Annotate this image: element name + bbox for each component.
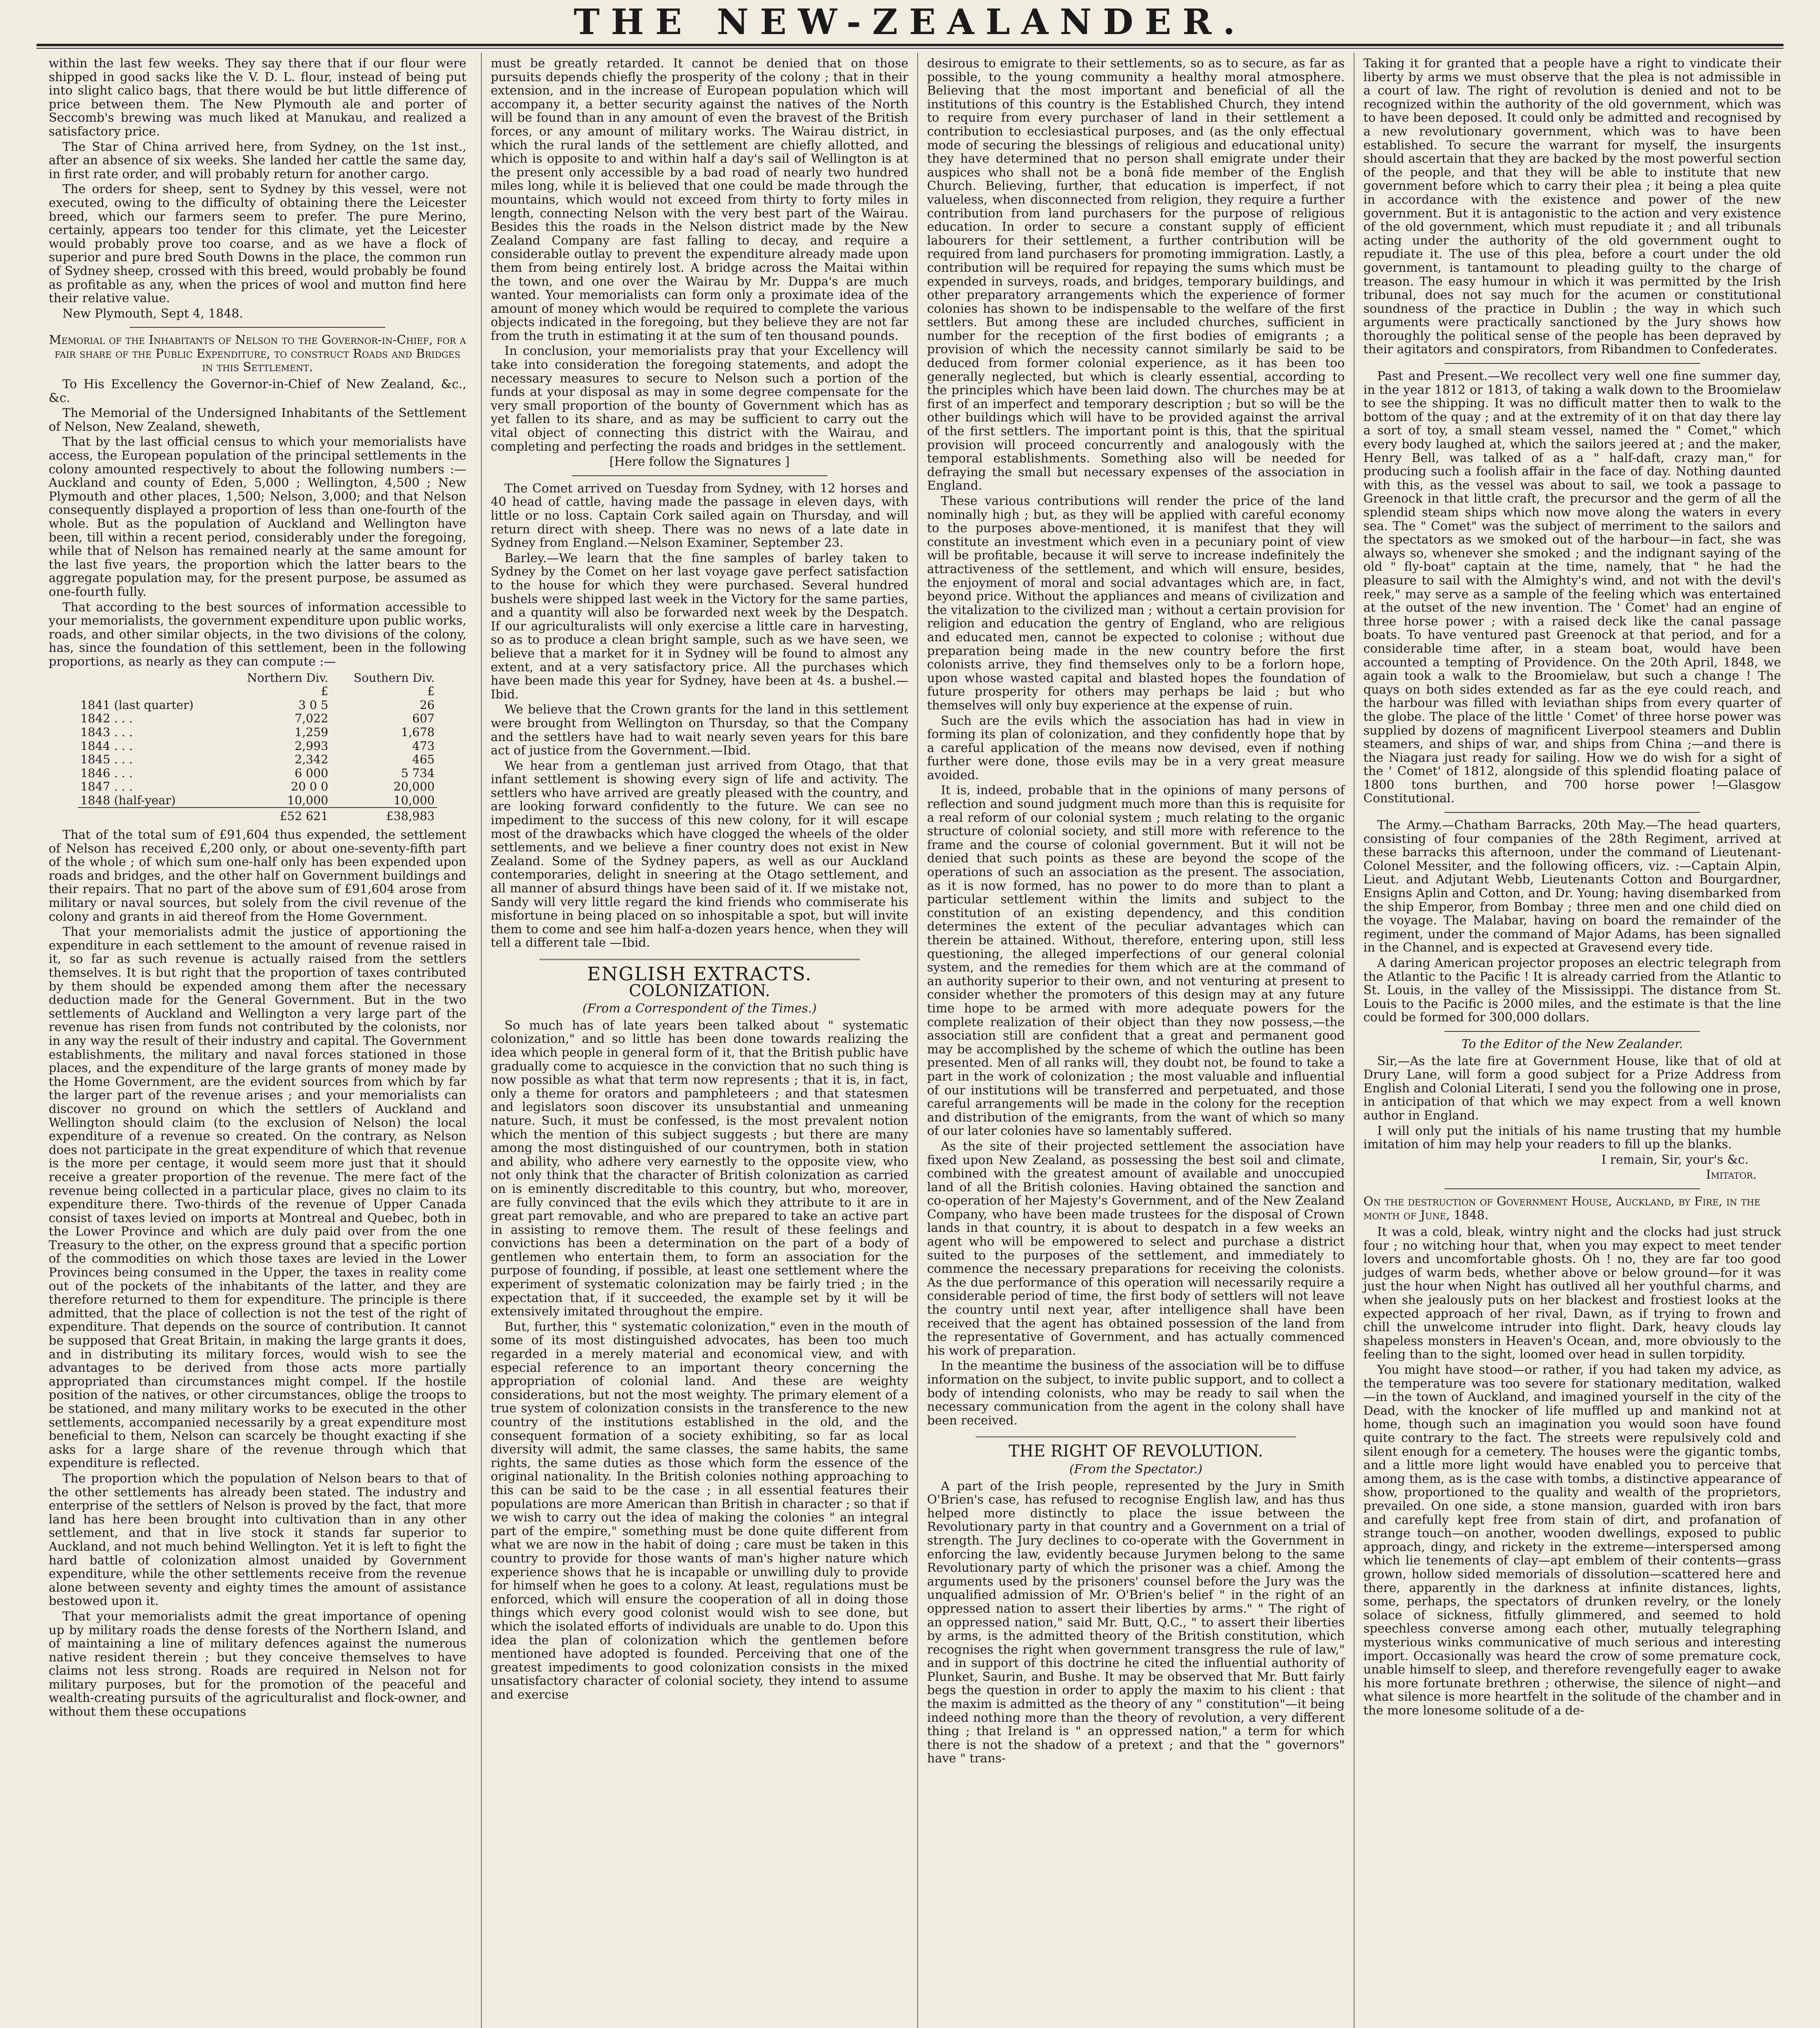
table-cell: 2,993 bbox=[294, 739, 328, 753]
table-cell: 465 bbox=[412, 752, 435, 767]
column-1 bbox=[49, 57, 466, 1721]
memorial-heading: Memorial of the Inhabitants of Nelson to the Governor-in-Chief, for a fair share of the Public Expenditure, to construct Roads and Bridges in this Settlement. bbox=[49, 333, 466, 375]
column-divider bbox=[481, 53, 482, 2028]
paragraph: The orders for sheep, sent to Sydney by this vessel, were not executed, owing to the difficulty of obtaining there the Leicester breed, which our farmers seem to prefer. The pure Merino, certainly, appears too tender for this climate, yet the Leicester would probably prove too coarse, and as we have a flock of superior and pure bred South Downs in the place, the common run of Sydney sheep, crossed with this breed, would probably be found as profitable as any, when the prices of wool and mutton find here their relative value. bbox=[49, 182, 466, 306]
paragraph: The Star of China arrived here, from Sydney, on the 1st inst., after an absence of six weeks. She landed her cattle the same day, in first rate order, and will probably return for another cargo. bbox=[49, 140, 466, 181]
paragraph: We believe that the Crown grants for the land in this settlement were brought from Wellington on Thursday, so that the Company and the settlers have had to wait nearly seven years for this bare act of justice from the Government.—Ibid. bbox=[491, 702, 908, 758]
paragraph: I will only put the initials of his name trusting that my humble imitation of him may help your readers to fill up the blanks. bbox=[1363, 1124, 1781, 1152]
table-cell: 1843 . . . bbox=[80, 725, 133, 739]
memorial-intro: The Memorial of the Undersigned Inhabitants of the Settlement of Nelson, New Zealand, sheweth, bbox=[49, 406, 466, 434]
table-row bbox=[78, 726, 437, 739]
paragraph: That your memorialists admit the justice of apportioning the expenditure in each settlement to the amount of revenue raised in it, so far as such revenue is actually raised from the settlers themselves. It is but right that the proportion of taxes contributed by them should be expended among them after the necessary deduction made for the General Government. But in the two settlements of Auckland and Wellington a very large part of the revenue has risen from funds not contributed by the colonists, nor in any way the result of their industry and capital. The Government establishments, the military and naval forces stationed in those places, and the expenditure of the large grants of money made by the Home Government, are the evident sources from which by far the larger part of the revenue arises ; and your memorialists can discover no ground on which the settlers of Auckland and Wellington should claim (to the exclusion of Nelson) the local expenditure of a revenue so created. On the contrary, as Nelson does not participate in the great expenditure of which that revenue is the more per centage, it would seem more just that it should receive a greater proportion of the revenue. The mere fact of the revenue being collected in a particular place, gives no claim to its expenditure there. Two-thirds of the revenue of Upper Canada consist of taxes levied on imports at Montreal and Quebec, both in the Lower Province and which are duly paid over from the one Treasury to the other, on the express ground that a specific portion of the commodities on which those taxes are levied in the Lower Provinces being consumed in the Upper, the taxes in reality come out of the pockets of the inhabitants of the latter, and they are therefore returned to them for expenditure. The principle is there admitted, that the place of collection is not the test of the right of expenditure. That depends on the source of contribution. It cannot be supposed that Great Britain, in making the large grants it does, and in distributing its military forces, would wish to see the advantages to be derived from those acts more partially appropriated than circumstances might compel. If the hostile position of the natives, or other circumstances, oblige the troops to be stationed, and many military works to be executed in the other settlements, accompanied necessarily by a great expenditure most beneficial to them, Nelson can scarcely be thought exacting if she asks for a large share of the revenue through which that expenditure is reflected. bbox=[49, 925, 466, 1471]
table-cell: 473 bbox=[412, 739, 435, 753]
paragraph: So much has of late years been talked about " systematic colonization," and so little has been done towards realizing the idea which people in general form of it, that the British public have gradually come to acquiesce in the conviction that no such thing is now possible as what that term now represents ; that it is, in fact, only a theme for orators and pamphleteers ; and that statesmen and legislators soon discover its unsubstantial and unmeaning nature. Such, it must be confessed, is the most prevalent notion which the mention of this subject suggests ; but there are many among the most distinguished of our countrymen, both in station and ability, who adhere very earnestly to the opposite view, who not only think that the character of British colonization as carried on is eminently discreditable to this country, but who, moreover, are fully convinced that the evils which they attribute to it are in great part removable, and who are prepared to take an active part in assisting to remove them. The result of these feelings and convictions has been a determination on the part of a body of gentlemen who entertain them, to form an association for the purpose of founding, if possible, at least one settlement where the experiment of systematic colonization may be fairly tried ; in the expectation that, if it succeeded, the example set by it will be extensively imitated throughout the empire. bbox=[491, 1018, 908, 1319]
paragraph: In conclusion, your memorialists pray that your Excellency will take into consideration the foregoing statements, and adopt the necessary measures to secure to Nelson such a portion of the funds at your disposal as may in some degree compensate for the very small proportion of the bounty of Government which has as yet fallen to its share, and as may be sufficient to carry out the vital object of connecting this district with the Wairau, and completing and perfecting the roads and bridges in the settlement. bbox=[491, 344, 908, 454]
table-cell: 1846 . . . bbox=[80, 766, 133, 780]
table-cell: 5 734 bbox=[401, 766, 435, 780]
column-3 bbox=[927, 57, 1345, 1767]
masthead-rule bbox=[36, 44, 1784, 46]
masthead-rule-thin bbox=[36, 48, 1784, 49]
paragraph: That your memorialists admit the great importance of opening up by military roads the dense forests of the Northern Island, and of maintaining a line of military defences against the numerous native resident therein ; but they conceive themselves to have claims not less strong. Roads are required in Nelson not for military purposes, but for the promotion of the peaceful and wealth-creating pursuits of the agriculturalist and flock-owner, and without them these occupations bbox=[49, 1609, 466, 1719]
letter-signature: Imitator. bbox=[1706, 1168, 1757, 1182]
table-row bbox=[78, 767, 437, 780]
article-title: COLONIZATION. bbox=[629, 981, 770, 1000]
expenditure-table bbox=[78, 671, 437, 824]
table-cell: 7,022 bbox=[294, 711, 328, 726]
section-rule bbox=[1444, 1031, 1700, 1032]
paragraph: The Army.—Chatham Barracks, 20th May.—The head quarters, consisting of four companies of the 28th Regiment, arrived at these barracks this afternoon, under the command of Lieutenant-Colonel Messiter, and the following officers, viz. :—Captain Alpin, Lieut. and Adjutant Webb, Lieutenants Cotton and Bourgardner, Ensigns Aplin and Cotton, and Dr. Young; having disembarked from the ship Emperor, from Bombay ; three men and one child died on the voyage. The Malabar, having on board the remainder of the regiment, under the command of Major Adams, has been signalled in the Channel, and is expected at Gravesend every tide. bbox=[1363, 818, 1781, 955]
paragraph: A part of the Irish people, represented by the Jury in Smith O'Brien's case, has refused to recognise English law, and has thus helped more distinctly to place the issue between the Revolutionary party in that country and a Government on a trial of strength. The Jury declines to co-operate with the Government in enforcing the law, evidently because Jurymen belong to the same Revolutionary party of which the prisoner was a chief. Among the arguments used by the prisoners' counsel before the Jury was the unqualified admission of Mr. O'Brien's belief " in the right of an oppressed nation to assert their liberties by arms." " The right of an oppressed nation," said Mr. Butt, Q.C., " to assert their liberties by arms, is the admitted theory of the British constitution, which recognises the right when government transgress the rule of law," and in support of this doctrine he cited the influential authority of Plunket, Saurin, and Bushe. It may be observed that Mr. Butt fairly begs the question in order to apply the maxim to his client : that the maxim is admitted as the theory of any " constitution"—it being indeed nothing more than the theory of revolution, a very different thing ; that Ireland is " an oppressed nation," a term for which there is not the shadow of a pretext ; and that the " governors" have " trans- bbox=[927, 1479, 1345, 1766]
paragraph: The Comet arrived on Tuesday from Sydney, with 12 horses and 40 head of cattle, having made the passage in eleven days, with little or no loss. Captain Cork sailed again on Thursday, and will return direct with sheep. There was no news of a late date in Sydney from England.—Nelson Examiner, September 23. bbox=[491, 481, 908, 550]
article-title: THE RIGHT OF REVOLUTION. bbox=[1009, 1442, 1263, 1461]
paragraph: In the meantime the business of the association will be to diffuse information on the subject, to invite public support, and to collect a body of intending colonists, who may be ready to sail when the necessary communication from the agent in the colony shall have been received. bbox=[927, 1359, 1345, 1428]
letter-closing: I remain, Sir, your's &c. bbox=[1601, 1152, 1749, 1167]
table-row bbox=[78, 712, 437, 726]
paragraph: Barley.—We learn that the fine samples of barley taken to Sydney by the Comet on her last voyage gave perfect satisfaction to the house for which they were purchased. Several hundred bushels were shipped last week in the Victory for the same parties, and a quantity will also be forwarded next week by the Despatch. If our agriculturalists will only exercise a little care in harvesting, so as to produce a clean bright sample, such as we have seen, we believe that a market for it in Sydney will be found to almost any extent, and at a very satisfactory price. All the purchases which have been made this year for Sydney, have been at 4s. a bushel.—Ibid. bbox=[491, 551, 908, 702]
piece-heading: On the destruction of Government House, Auckland, by Fire, in the month of June, 1848. bbox=[1363, 1194, 1760, 1222]
paragraph: It was a cold, bleak, wintry night and the clocks had just struck four ; no witching hour that, when you may expect to meet tender lovers and uncomfortable ghosts. Oh ! no, they are far too good judges of warm beds, whether above or below ground—for it was just the hour when Night has outlived all her youthful charms, and when she jealously puts on her blackest and frostiest looks at the expected approach of her rival, Dawn, as if trying to frown and chill the unwelcome intruder into flight. Dark, heavy clouds lay shapeless monsters in Heaven's Ocean, and, more obviously to the feeling than to the sight, loomed over head in sullen torpidity. bbox=[1363, 1225, 1781, 1362]
paragraph: A daring American projector proposes an electric telegraph from the Atlantic to the Pacific ! It is already carried from the Atlantic to St. Louis, in the valley of the Mississippi. The distance from St. Louis to the Pacific is 2000 miles, and the estimate is that the line could be formed for 300,000 dollars. bbox=[1363, 956, 1781, 1025]
table-row bbox=[78, 739, 437, 753]
paragraph: As the site of their projected settlement the association have fixed upon New Zealand, as possessing the best soil and climate, combined with the greatest amount of available and unoccupied land of all the British colonies. Having obtained the sanction and co-operation of her Majesty's Government, and of the New Zealand Company, who have been made trustees for the disposal of Crown lands in that country, it is about to despatch in a few weeks an agent who will be empowered to select and purchase a district suited to the purposes of the settlement, and immediately to commence the necessary preparations for receiving the colonists. As the due performance of this operation will necessarily require a considerable period of time, the first body of settlers will not leave the country until next year, after intelligence shall have been received that the agent has obtained possession of the land from the representative of Government, and has actually commenced his work of preparation. bbox=[927, 1139, 1345, 1358]
table-row bbox=[78, 698, 437, 712]
paragraph: Sir,—As the late fire at Government House, like that of old at Drury Lane, will form a good subject for a Prize Address from English and Colonial Literati, I send you the following one in prose, in anticipation of that which we may expect from a well known author in England. bbox=[1363, 1054, 1781, 1123]
table-header: Northern Div. bbox=[247, 670, 328, 685]
paragraph: These various contributions will render the price of the land nominally high ; but, as they will be applied with careful economy to the purposes above-mentioned, it is manifest that they will constitute an investment which even in a pecuniary point of view will be profitable, because it will serve to increase indefinitely the attractiveness of the settlement, and which will ensure, besides, the enjoyment of moral and social advantages which are, in fact, beyond price. Without the appliances and means of civilization and the vitalization to the civilized man ; without a certain provision for religion and education the gentry of England, who are religious and educated men, cannot be expected to colonise ; without due preparation being made in the new country before the first colonists arrive, they find themselves only to be a forlorn hope, upon whose wasted capital and blasted hopes the foundation of future prosperity for others may perhaps be laid ; but who themselves will only buy experience at the expense of ruin. bbox=[927, 494, 1345, 713]
table-cell: 1847 . . . bbox=[80, 780, 133, 794]
paragraph: It is, indeed, probable that in the opinions of many persons of reflection and sound judgment much more than this is requisite for a real reform of our colonial system ; much relating to the organic structure of colonial society, and still more with reference to the frame and the course of colonial government. But it will not be denied that such points as these are beyond the scope of the operations of such an association as the present. The association, as it is now formed, has no power to do more than to plant a particular settlement within the limits and subject to the constitution of an existing dependency, and this condition determines the extent of the peculiar advantages which can therein be attained. Without, therefore, entering upon, still less questioning, the alleged imperfections of our general colonial system, and the remedies for them which are at the command of an authority superior to their own, and not venturing at present to consider whether the promoters of this design may at any future time hope to be armed with more adequate powers for the complete realization of their object than they now possess,—the association still are confident that a great and permanent good may be accomplished by the scheme of which the outline has been presented. Men of all ranks will, they doubt not, be found to take a part in the work of colonization ; the most valuable and influential of our institutions will be transferred and perpetuated, and those careful arrangements will be made in the colony for the reception and distribution of the emigrants, from the want of which so many of our later colonies have so lamentably suffered. bbox=[927, 783, 1345, 1139]
table-cell: 10,000 bbox=[287, 793, 328, 807]
table-cell: 1845 . . . bbox=[80, 752, 133, 767]
section-rule bbox=[1444, 363, 1700, 364]
section-rule bbox=[1444, 812, 1700, 813]
section-rule bbox=[976, 1436, 1296, 1437]
paragraph: Taking it for granted that a people have a right to vindicate their liberty by arms we must observe that the plea is not admissible in a court of law. The right of revolution is denied and not to be recognized within the authority of the old government, which was to have been deposed. It could only be admitted and recognised by a new revolutionary government, which was to have been established. To secure the warrant for myself, the insurgents should ascertain that they are backed by the most powerful section of the people, and that they will be able to institute that new government before which to carry their plea ; it being a plea quite in accordance with the existence and power of the new government. But it is antagonistic to the action and very existence of the old government, which must repudiate it ; and all tribunals acting under the authority of the old government ought to repudiate it. The use of this plea, before a court under the old government, is tantamount to pleading guilty to the charge of treason. The easy humour in which it was permitted by the Irish tribunal, does not say much for the acumen or constitutional soundness of the practice in Dublin ; the way in which such arguments were practically sanctioned by the Jury shows how thoroughly the political sense of the people has been depraved by their agitators and conspirators, from Ribandmen to Confederates. bbox=[1363, 56, 1781, 357]
table-cell: 3 0 5 bbox=[298, 698, 328, 712]
table-cell: 1844 . . . bbox=[80, 739, 133, 753]
column-2 bbox=[491, 57, 908, 1703]
table-cell: 26 bbox=[419, 698, 435, 712]
paragraph: That according to the best sources of information accessible to your memorialists, the government expenditure upon public works, roads, and other similar objects, in the two divisions of the colony, has, since the foundation of this settlement, been in the following proportions, as nearly as they can compute :— bbox=[49, 600, 466, 669]
paragraph: The proportion which the population of Nelson bears to that of the other settlements has already been stated. The industry and enterprise of the settlers of Nelson is proved by the fact, that more land has here been brought into cultivation than in any other settlement, and that in live stock it stands far superior to Auckland, and not much behind Wellington. Yet it is left to fight the hard battle of colonization almost unaided by Government expenditure, while the other settlements receive from the revenue alone between seventy and eighty times the amount of assistance bestowed upon it. bbox=[49, 1471, 466, 1609]
address-line: To His Excellency the Governor-in-Chief of New Zealand, &c., &c. bbox=[49, 377, 466, 405]
paragraph: Past and Present.—We recollect very well one fine summer day, in the year 1812 or 1813, of taking a walk down to the Broomielaw to see the shipping. It was no difficult matter then to walk to the bottom of the quay ; and at the extremity of it on that day there lay a sort of toy, a small steam vessel, named the " Comet," which every body laughed at, which the sailors jeered at ; and the maker, Henry Bell, was talked of as a " half-daft, crazy man," for producing such a foolish affair in the face of day. Nothing daunted with this, as the vessel was about to sail, we took a passage to Greenock in that little craft, the precursor and the germ of all the splendid steam ships which now move along the waters in every sea. The " Comet" was the subject of merriment to the sailors and the spectators as we smoked out of the harbour—in fact, she was always so, whenever she smoked ; and the indignant saying of the old " fly-boat" captain at the time, namely, that " he had the pleasure to sail with the Almighty's wind, and not with the devil's reek," may serve as a sample of the feeling which was entertained at the outset of the new invention. The ' Comet' had an engine of three horse power ; with a raised deck like the canal passage boats. To have ventured past Greenock at that period, and for a considerable time after, in a steam boat, would have been accounted a tempting of Providence. On the 20th April, 1848, we again took a walk to the Broomielaw, but such a change ! The quays on both sides extended as far as the eye could reach, and the harbour was filled with leviathan ships from every quarter of the globe. The place of the little ' Comet' of three horse power was supplied by dozens of magnificent Liverpool steamers and Dublin steamers, and ships of war, and ships from China ;—and there is the Niagara just ready for sailing. How we do wish for a sight of the ' Comet' of 1812, alongside of this splendid floating palace of 1800 tons burthen, and 700 horse power !—Glasgow Constitutional. bbox=[1363, 369, 1781, 806]
table-cell: 1841 (last quarter) bbox=[80, 698, 194, 712]
paragraph: We hear from a gentleman just arrived from Otago, that that infant settlement is showing every sign of life and activity. The settlers who have arrived are greatly pleased with the country, and are looking forward confidently to the future. We can see no impediment to the success of this new colony, for it will escape most of the drawbacks which have clogged the wheels of the older settlements, and we believe a finer country does not exist in New Zealand. Some of the Sydney papers, as well as our Auckland contemporaries, delight in sneering at the Otago settlement, and all manner of absurd things have been said of it. If we mistake not, Sandy will very little regard the kind friends who commiserate his misfortune in being placed on so inhospitable a spot, but will invite them to come and see him half-a-dozen years hence, when they will tell a different tale —Ibid. bbox=[491, 758, 908, 950]
table-header: Southern Div. bbox=[353, 670, 435, 685]
table-cell bbox=[78, 808, 224, 823]
table-cell: 1,259 bbox=[294, 725, 328, 739]
table-units-row bbox=[78, 685, 437, 698]
section-rule bbox=[572, 475, 827, 476]
column-divider bbox=[917, 53, 918, 2028]
newspaper-title: THE NEW-ZEALANDER. bbox=[573, 2, 1247, 43]
table-header bbox=[78, 671, 224, 685]
table-cell: 10,000 bbox=[393, 793, 435, 807]
table-row bbox=[78, 794, 437, 808]
table-cell: 6 000 bbox=[294, 766, 328, 780]
masthead bbox=[0, 0, 1820, 45]
table-cell: 1842 . . . bbox=[80, 711, 133, 726]
table-unit: £ bbox=[427, 684, 435, 698]
paragraph: must be greatly retarded. It cannot be denied that on those pursuits depends chiefly the prosperity of the colony ; that in their extension, and in the increase of European population which will accompany it, a better security against the natives of the North will be found than in any amount of even the bravest of the British forces, or any amount of military works. The Wairau district, in which the rural lands of the settlement are chiefly allotted, and which is opposite to and within half a day's sail of Wellington is at the present only accessible by a bad road of nearly two hundred miles long, while it is believed that one could be made through the mountains, which would not exceed from thirty to forty miles in length, connecting Nelson with the very best part of the Wairau. Besides this the roads in the Nelson district made by the New Zealand Company are fast falling to decay, and require a considerable outlay to prevent the expenditure already made upon them from being entirely lost. A bridge across the Maitai within the town, and one over the Wairau by Mr. Duppa's are much wanted. Your memorialists can form only a proximate idea of the amount of money which would be required to complete the various objects indicated in the foregoing, but they believe they are not far from the truth in estimating it at the sum of ten thousand pounds. bbox=[491, 56, 908, 343]
table-header-row bbox=[78, 671, 437, 685]
table-cell: 20,000 bbox=[393, 780, 435, 794]
paragraph: desirous to emigrate to their settlements, so as to secure, as far as possible, to the young community a healthy moral atmosphere. Believing that the most important and beneficial of all the institutions of this country is the Established Church, they intend to require from every purchaser of land in their settlement a contribution to ecclesiastical purposes, and (as the only effectual mode of securing the blessings of religious and educational unity) they have determined that no person shall emigrate under their auspices who shall not be a bonâ fide member of the English Church. Believing, further, that education is imperfect, if not valueless, when disconnected from religion, they require a further contribution from land purchasers for the purpose of religious education. In order to secure a constant supply of efficient labourers for their settlement, a further contribution will be required from land purchasers for promoting immigration. Lastly, a contribution will be required for repaying the sums which must be expended in surveys, roads, and bridges, temporary buildings, and other preparatory arrangements which the experience of former colonies has shown to be indispensable to the welfare of the first settlers. But among these are included churches, sufficient in number for the reception of the first bodies of emigrants ; a provision of which the necessity cannot similarly be said to be deduced from former colonial experience, as it has been too generally neglected, but which is clearly essential, according to the principles which have been laid down. The churches may be at first of an imperfect and temporary description ; but so will be the other buildings which will have to be provided against the arrival of the first settlers. The important point is this, that the spiritual provision will proceed concurrently and analogously with the temporal establishments. Something also will be needed for defraying the small but necessary expenses of the association in England. bbox=[927, 56, 1345, 493]
table-cell: £38,983 bbox=[331, 808, 437, 823]
column-4 bbox=[1363, 57, 1781, 1719]
table-unit: £ bbox=[321, 684, 328, 698]
dateline: New Plymouth, Sept 4, 1848. bbox=[62, 306, 243, 321]
section-heading: ENGLISH EXTRACTS. bbox=[587, 963, 812, 985]
section-rule bbox=[539, 959, 860, 960]
table-cell: 607 bbox=[412, 711, 435, 726]
table-cell: 1,678 bbox=[401, 725, 435, 739]
article-source: (From the Spectator.) bbox=[1069, 1462, 1203, 1476]
paragraph: That of the total sum of £91,604 thus expended, the settlement of Nelson has received £,200 only, or about one-seventy-fifth part of the whole ; of which sum one-half only has been expended upon roads and bridges, and the other half on Government buildings and their repairs. That no part of the above sum of £91,604 arose from military or naval sources, but solely from the civil revenue of the colony and grants in aid thereof from the Home Government. bbox=[49, 828, 466, 924]
paragraph: That by the last official census to which your memorialists have access, the European population of the principal settlements in the colony amounted respectively to about the following numbers :—Auckland and county of Eden, 5,000 ; Wellington, 4,500 ; New Plymouth and other places, 1,500; Nelson, 3,000; and that Nelson consequently displayed a proportion of less than one-fourth of the whole. But as the population of Auckland and Wellington have been, till within a recent period, considerably under the foregoing, while that of Nelson has remained nearly at the same amount for the last five years, the proportion which the latter bears to the aggregate population may, for the present purpose, be assumed as one-fourth fully. bbox=[49, 435, 466, 599]
article-source: (From a Correspondent of the Times.) bbox=[582, 1001, 817, 1016]
section-rule bbox=[1444, 1188, 1700, 1189]
table-cell: 2,342 bbox=[294, 752, 328, 767]
signatures-note: [Here follow the Signatures ] bbox=[609, 455, 790, 469]
section-rule bbox=[130, 327, 385, 328]
paragraph: within the last few weeks. They say there that if our flour were shipped in good sacks like the V. D. L. flour, instead of being put into slight calico bags, that there would be but little difference of price between them. The New Plymouth ale and porter of Seccomb's brewing was much liked at Manukau, and realized a satisfactory price. bbox=[49, 56, 466, 139]
paragraph: You might have stood—or rather, if you had taken my advice, as the temperature was too severe for stationary meditation, walked—in the town of Auckland, and imagined yourself in the city of the Dead, with the knocker of life muffled up and mankind not at home, though such an imagination you would soon have found quite contrary to the fact. The streets were repulsively cold and silent enough for a cemetery. The houses were the gigantic tombs, and a little more light would have enabled you to perceive that among them, as is the case with tombs, a distinctive appearance of show, proportioned to the quality and wealth of the proprietors, prevailed. On one side, a stone mansion, guarded with iron bars and carefully kept free from stain of dirt, and profanation of strange touch—on another, wooden dwellings, exposed to public approach, dingy, and rickety in the extreme—interspersed among which lie tenements of clay—apt emblem of their contents—grass grown, hollow sided memorials of dissolution—scattered here and there, apparently in the darkness at infinite distances, lights, some, perhaps, the spectators of drunken revelry, or the lonely solace of sickness, fitfully glimmered, and seemed to hold speechless converse among each other, mutually telegraphing mysterious winks communicative of much serious and interesting import. Occasionally was heard the crow of some premature cock, unable himself to sleep, and therefore revengefully eager to awake his more fortunate brethren ; otherwise, the silence of night—and what silence is more heartfelt in the solitude of the chamber and in the more lonesome solitude of a de- bbox=[1363, 1363, 1781, 1718]
letter-heading: To the Editor of the New Zealander. bbox=[1461, 1037, 1683, 1051]
table-row bbox=[78, 780, 437, 794]
paragraph: But, further, this " systematic colonization," even in the mouth of some of its most distinguished advocates, has been too much regarded in a merely material and economical view, and with especial reference to an important theory concerning the appropriation of colonial land. And these are weighty considerations, but not the most weighty. The primary element of a true system of colonization consists in the transference to the new country of the institutions established in the old, and the consequent formation of a society exhibiting, so far as local diversity will admit, the same classes, the same habits, the same rights, the same duties as those which form the essence of the original nationality. In the British colonies nothing approaching to this can be said to be the case ; in all essential features their populations are more American than British in character ; so that if we wish to carry out the idea of making the colonies " an integral part of the empire," something must be done quite different from what we are now in the habit of doing ; care must be taken in this country to provide for those wants of man's higher nature which experience shows that he is incapable or unwilling duly to provide for himself when he goes to a colony. At least, regulations must be enforced, which will ensure the cooperation of all in doing those things which every good colonist would wish to see done, but which the isolated efforts of individuals are unable to do. Upon this idea the plan of colonization which the gentlemen before mentioned have adopted is founded. Perceiving that one of the greatest impediments to good colonization consists in the mixed unsatisfactory character of colonial society, they intend to assume and exercise bbox=[491, 1319, 908, 1702]
table-unit bbox=[78, 685, 224, 698]
table-row bbox=[78, 753, 437, 767]
table-cell: 20 0 0 bbox=[291, 780, 328, 794]
table-cell: 1848 (half-year) bbox=[80, 793, 176, 807]
table-cell: £52 621 bbox=[224, 808, 331, 823]
table-total-row bbox=[78, 808, 437, 823]
paragraph: Such are the evils which the association has had in view in forming its plan of colonization, and they confidently hope that by a careful application of the means now devised, even if nothing further were done, those evils may be in a very great measure avoided. bbox=[927, 713, 1345, 782]
